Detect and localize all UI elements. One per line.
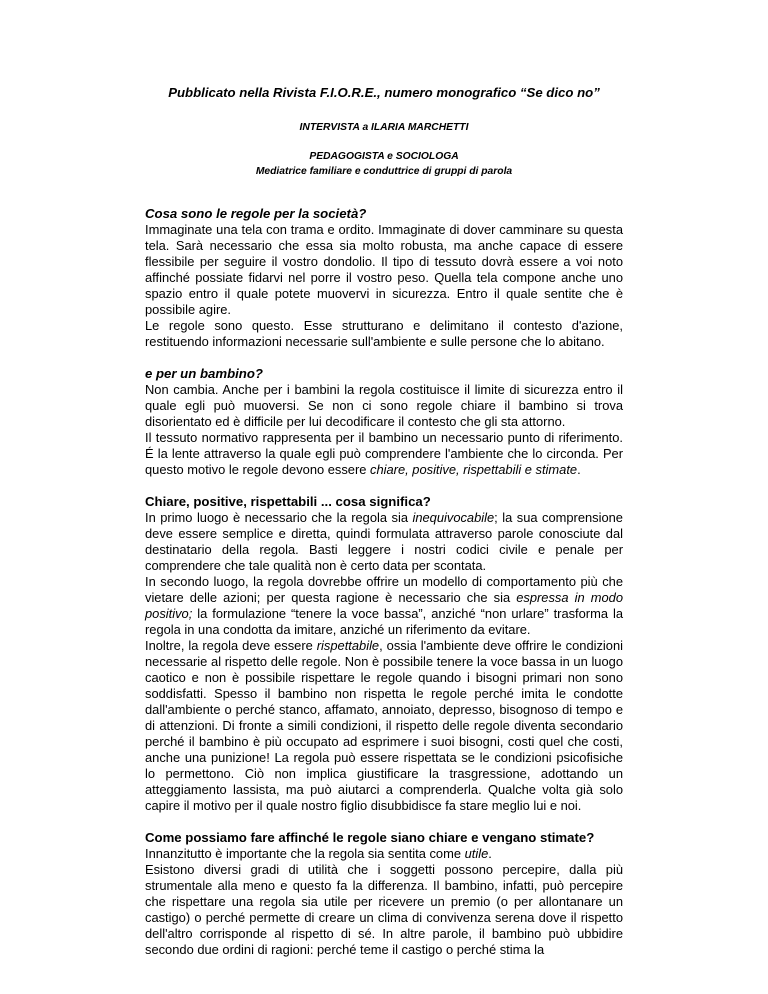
- text-run: la formulazione “tenere la voce bassa”, anziché “non urlare” trasforma la regola in una condotta da imitare, anziché un riferimento da evitare.: [145, 606, 623, 637]
- text-run: , ossia l'ambiente deve offrire le condizioni necessarie al rispetto delle regole. Non è possibile tenere la voce bassa in un luogo caotico e non è possibile rispettare le regole quando i bisogni primari non sono soddisfatti. Spesso il bambino non rispetta le regole perché imita le condotte dall'ambiente o perché stanco, affamato, annoiato, depresso, bisognoso di tempo e di attenzioni. Di fronte a simili condizioni, il rispetto delle regole diventa secondario perché il bambino è più occupato ad esprimere i suoi bisogni, costi quel che costi, anche una punizione! La regola può essere rispettata se le condizioni psicofisiche lo permettono. Ciò non implica giustificare la trasgressione, adottando un atteggiamento lassista, ma può aiutarci a comprenderla. Qualche volta già solo capire il motivo per il quale nostro figlio disubbidisce fa stare meglio lui e noi.: [145, 638, 623, 813]
- paragraph: Le regole sono questo. Esse strutturano e delimitano il contesto d'azione, restituendo informazioni necessarie sull'ambiente e sulle persone che lo abitano.: [145, 318, 623, 349]
- paragraph: [145, 574, 623, 638]
- section-society: [145, 206, 623, 350]
- paragraph: Non cambia. Anche per i bambini la regola costituisce il limite di sicurezza entro il quale egli può muoversi. Se non ci sono regole chiare il bambino si trova disorientato ed è difficile per lui decodificare il contesto che gli sta attorno.: [145, 382, 623, 429]
- text-run: .: [488, 846, 492, 861]
- text-run: In secondo luogo, la regola dovrebbe offrire un modello di comportamento più che vietare delle azioni; per questa ragione è necessario che sia: [145, 574, 623, 605]
- section-child: [145, 366, 623, 478]
- text-run: Inoltre, la regola deve essere: [145, 638, 317, 653]
- text-run: ; la sua comprensione deve essere semplice e diretta, quindi formulata attraverso parole conosciute dal destinatario della regola. Basti leggere i nostri codici civile e penale per comprendere che tale qualità non è certo data per scontata.: [145, 510, 623, 573]
- section-meaning: [145, 494, 623, 814]
- emphasis: rispettabile: [316, 638, 380, 653]
- paragraph: [145, 510, 623, 574]
- text-run: .: [577, 462, 581, 477]
- text-run: In primo luogo è necessario che la regola sia: [145, 510, 413, 525]
- emphasis: utile: [464, 846, 489, 861]
- text-run: Innanzitutto è importante che la regola sia sentita come: [145, 846, 465, 861]
- question-heading: Chiare, positive, rispettabili ... cosa significa?: [145, 494, 431, 509]
- paragraph: Immaginate una tela con trama e ordito. Immaginate di dover camminare su questa tela. Sarà necessario che essa sia molto robusta, ma anche capace di essere flessibile per seguire il vostro dondolio. Il tipo di tessuto dovrà essere a voi noto affinché possiate fidarvi nel porre il vostro peso. Quella tela compone anche uno spazio entro il quale potete muovervi in sicurezza. Entro il quale sentite che è possibile agire.: [145, 222, 623, 317]
- author-role: PEDAGOGISTA e SOCIOLOGA: [309, 151, 459, 162]
- section-how: [145, 830, 623, 958]
- question-heading: e per un bambino?: [145, 366, 263, 381]
- author-subrole: Mediatrice familiare e conduttrice di gruppi di parola: [255, 166, 513, 177]
- paragraph: Esistono diversi gradi di utilità che i soggetti possono percepire, dalla più strumentale alla meno e questo fa la differenza. Il bambino, infatti, può percepire che rispettare una regola sia utile per ricevere un premio (o per allontanare un castigo) o perché permette di creare un clima di convivenza serena dove il rispetto dell'altro corrisponde al rispetto di sé. In altre parole, il bambino può ubbidire secondo due ordini di ragioni: perché teme il castigo o perché stima la: [145, 862, 623, 957]
- question-heading: Come possiamo fare affinché le regole siano chiare e vengano stimate?: [145, 830, 595, 845]
- paragraph: [145, 846, 623, 862]
- paragraph: [145, 430, 623, 478]
- text-run: Il tessuto normativo rappresenta per il bambino un necessario punto di riferimento. É la lente attraverso la quale egli può comprendere l'ambiente che lo circonda. Per questo motivo le regole devono essere: [145, 430, 623, 477]
- interview-title: INTERVISTA a ILARIA MARCHETTI: [299, 122, 469, 133]
- paragraph: [145, 638, 623, 814]
- article-body: [145, 190, 623, 958]
- emphasis: inequivocabile: [412, 510, 495, 525]
- question-heading: Cosa sono le regole per la società?: [145, 206, 367, 221]
- publication-line: Pubblicato nella Rivista F.I.O.R.E., numero monografico “Se dico no”: [168, 85, 600, 100]
- emphasis: espressa in modo positivo;: [145, 590, 624, 621]
- emphasis: chiare, positive, rispettabili e stimate: [370, 462, 578, 477]
